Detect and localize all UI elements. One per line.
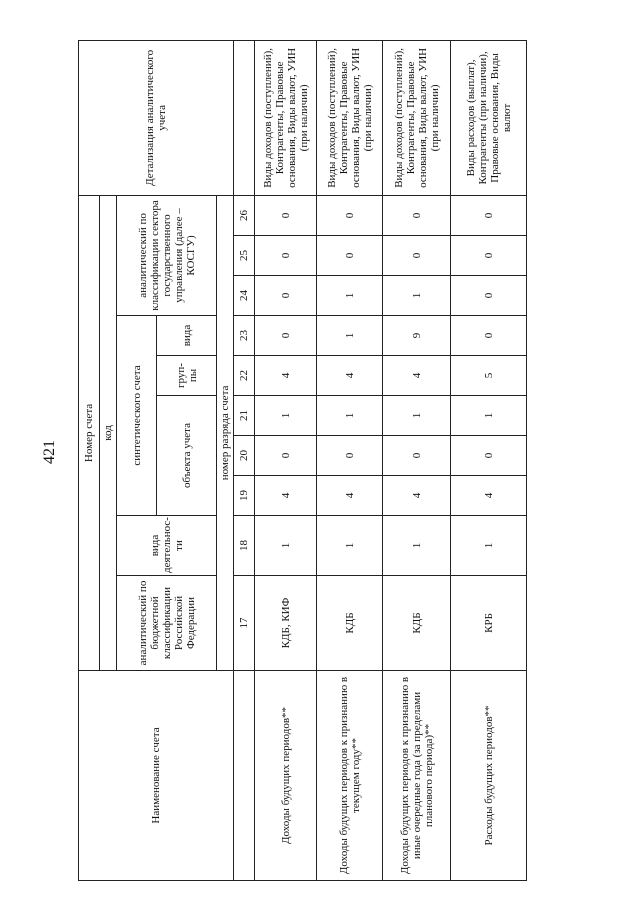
account-name-cell: Доходы будущих периодов** — [255, 671, 317, 881]
value-cell: 1 — [317, 276, 383, 316]
value-cell: 0 — [255, 276, 317, 316]
table-row — [451, 40, 527, 880]
header-object: объекта учета — [157, 396, 217, 516]
header-account-name: Наименование счета — [79, 671, 234, 881]
value-cell: 4 — [255, 356, 317, 396]
value-cell: 1 — [255, 396, 317, 436]
value-cell: КДБ, КИФ — [255, 576, 317, 671]
value-cell: 0 — [383, 436, 451, 476]
digit-label: 19 — [234, 476, 255, 516]
header-kind: вида — [157, 316, 217, 356]
value-cell: 5 — [451, 356, 527, 396]
value-cell: 0 — [383, 195, 451, 235]
value-cell: 4 — [317, 476, 383, 516]
value-cell: КДБ — [317, 576, 383, 671]
header-analytic-kosgu: аналитический по классификации сектора государственного управления (далее – КОСГУ) — [117, 195, 217, 315]
header-detail: Детализация аналитического учета — [79, 40, 234, 195]
header-group: груп-пы — [157, 356, 217, 396]
digit-blank — [234, 40, 255, 195]
accounts-table — [78, 40, 527, 881]
value-cell: КРБ — [451, 576, 527, 671]
value-cell: 9 — [383, 316, 451, 356]
table-row — [317, 40, 383, 880]
header-account-number: Номер счета — [79, 195, 100, 670]
digit-label: 17 — [234, 576, 255, 671]
value-cell: 0 — [317, 195, 383, 235]
rotated-table-container — [78, 41, 513, 881]
detail-cell: Виды доходов (поступлений), Контрагенты, Правовые основания, Виды валют, УИН (при наличии) — [383, 40, 451, 195]
digit-label: 22 — [234, 356, 255, 396]
account-name-cell: Доходы будущих периодов к признанию в текущем году** — [317, 671, 383, 881]
value-cell: 0 — [255, 236, 317, 276]
value-cell: КДБ — [383, 576, 451, 671]
header-synthetic: синтетического счета — [117, 316, 157, 516]
detail-cell: Виды расходов (выплат), Контрагенты (при наличии), Правовые основания, Виды валют — [451, 40, 527, 195]
value-cell: 1 — [451, 396, 527, 436]
digit-label: 18 — [234, 516, 255, 576]
digit-label: 20 — [234, 436, 255, 476]
digit-label: 25 — [234, 236, 255, 276]
value-cell: 1 — [317, 316, 383, 356]
value-cell: 0 — [451, 195, 527, 235]
value-cell: 0 — [255, 436, 317, 476]
value-cell: 1 — [383, 396, 451, 436]
digit-label: 24 — [234, 276, 255, 316]
header-activity-type: вида деятельнос-ти — [117, 516, 217, 576]
value-cell: 1 — [255, 516, 317, 576]
header-code: код — [100, 195, 117, 670]
value-cell: 1 — [451, 516, 527, 576]
value-cell: 0 — [383, 236, 451, 276]
value-cell: 4 — [255, 476, 317, 516]
value-cell: 4 — [451, 476, 527, 516]
detail-cell: Виды доходов (поступлений), Контрагенты, Правовые основания, Виды валют, УИН (при наличии) — [317, 40, 383, 195]
value-cell: 4 — [383, 476, 451, 516]
value-cell: 0 — [451, 236, 527, 276]
value-cell: 0 — [317, 436, 383, 476]
value-cell: 1 — [383, 516, 451, 576]
value-cell: 0 — [255, 316, 317, 356]
account-name-cell: Расходы будущих периодов** — [451, 671, 527, 881]
table-row — [383, 40, 451, 880]
value-cell: 0 — [451, 276, 527, 316]
account-name-cell: Доходы будущих периодов к признанию в иные очередные года (за пределами планового периода)** — [383, 671, 451, 881]
table-row — [255, 40, 317, 880]
header-digit-number: номер разряда счета — [217, 195, 234, 670]
value-cell: 4 — [383, 356, 451, 396]
value-cell: 0 — [451, 436, 527, 476]
digit-blank — [234, 671, 255, 881]
value-cell: 0 — [451, 316, 527, 356]
value-cell: 0 — [255, 195, 317, 235]
digit-label: 21 — [234, 396, 255, 436]
digit-label: 23 — [234, 316, 255, 356]
detail-cell: Виды доходов (поступлений), Контрагенты, Правовые основания, Виды валют, УИН (при наличии) — [255, 40, 317, 195]
header-analytic-budget: аналитический по бюджетной классификации Российской Федерации — [117, 576, 217, 671]
value-cell: 1 — [317, 396, 383, 436]
value-cell: 4 — [317, 356, 383, 396]
value-cell: 1 — [383, 276, 451, 316]
value-cell: 0 — [317, 236, 383, 276]
page-number: 421 — [41, 440, 58, 464]
digit-label: 26 — [234, 195, 255, 235]
value-cell: 1 — [317, 516, 383, 576]
